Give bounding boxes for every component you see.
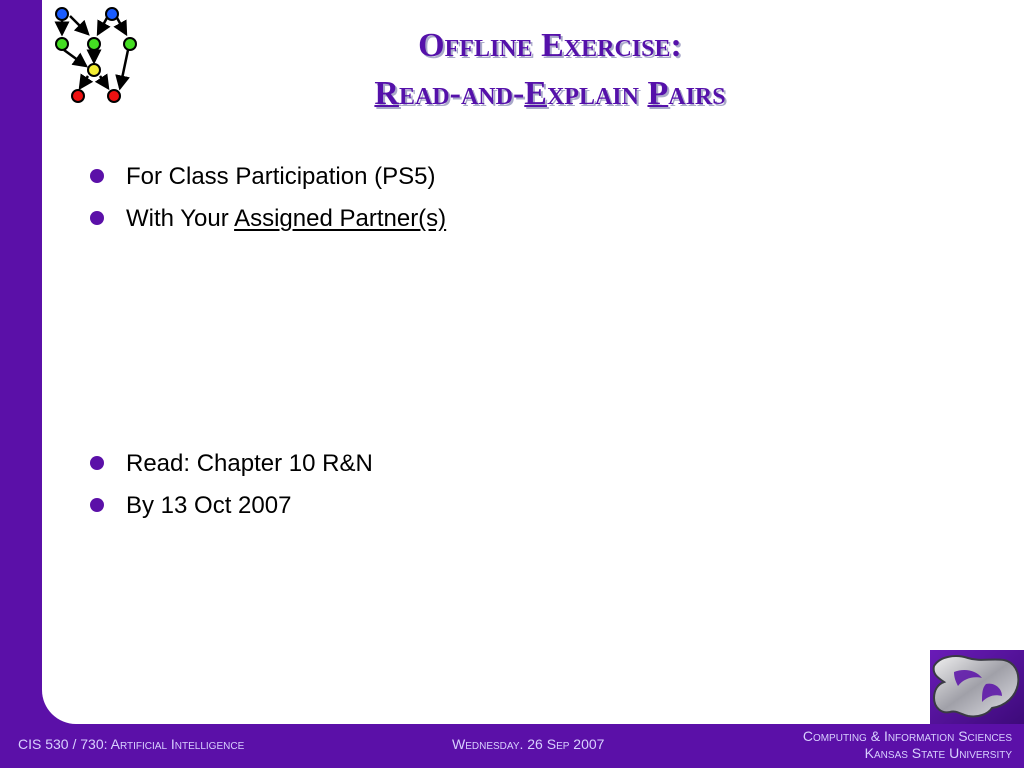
title-initial-e: E bbox=[524, 75, 547, 112]
footer-dept: Computing & Information Sciences bbox=[802, 728, 1012, 744]
title-initial-r: R bbox=[374, 75, 399, 112]
title-part-2: xplain bbox=[546, 75, 648, 112]
footer-course: CIS 530 / 730: Artificial Intelligence bbox=[18, 736, 245, 752]
bullet-dot-icon bbox=[90, 456, 104, 470]
bullet-dot-icon bbox=[90, 211, 104, 225]
bullet-dot-icon bbox=[90, 498, 104, 512]
slide-title-line-1: Offline Exercise: bbox=[418, 27, 682, 64]
title-part-1: ead-and- bbox=[398, 75, 525, 112]
left-sidebar-band bbox=[0, 0, 42, 768]
slide-title-line-2 bbox=[270, 72, 830, 116]
bullet-text: By 13 Oct 2007 bbox=[126, 492, 292, 519]
assigned-partners-link[interactable]: Assigned Partner(s) bbox=[234, 205, 447, 232]
wildcat-logo-icon bbox=[930, 650, 1024, 724]
bullet-text: Read: Chapter 10 R&N bbox=[126, 450, 373, 477]
bullet-text: For Class Participation (PS5) bbox=[126, 163, 436, 190]
title-initial-p: P bbox=[647, 75, 669, 112]
bullet-text bbox=[126, 204, 446, 234]
bullet-prefix: With Your bbox=[126, 205, 235, 232]
footer-bar bbox=[0, 724, 1024, 768]
footer-university: Kansas State University bbox=[864, 745, 1012, 761]
footer-affiliation bbox=[803, 728, 1012, 762]
footer-date: Wednesday. 26 Sep 2007 bbox=[452, 736, 605, 752]
title-part-3: airs bbox=[668, 75, 726, 112]
bayesian-network-logo-icon bbox=[50, 4, 140, 106]
bullet-dot-icon bbox=[90, 169, 104, 183]
